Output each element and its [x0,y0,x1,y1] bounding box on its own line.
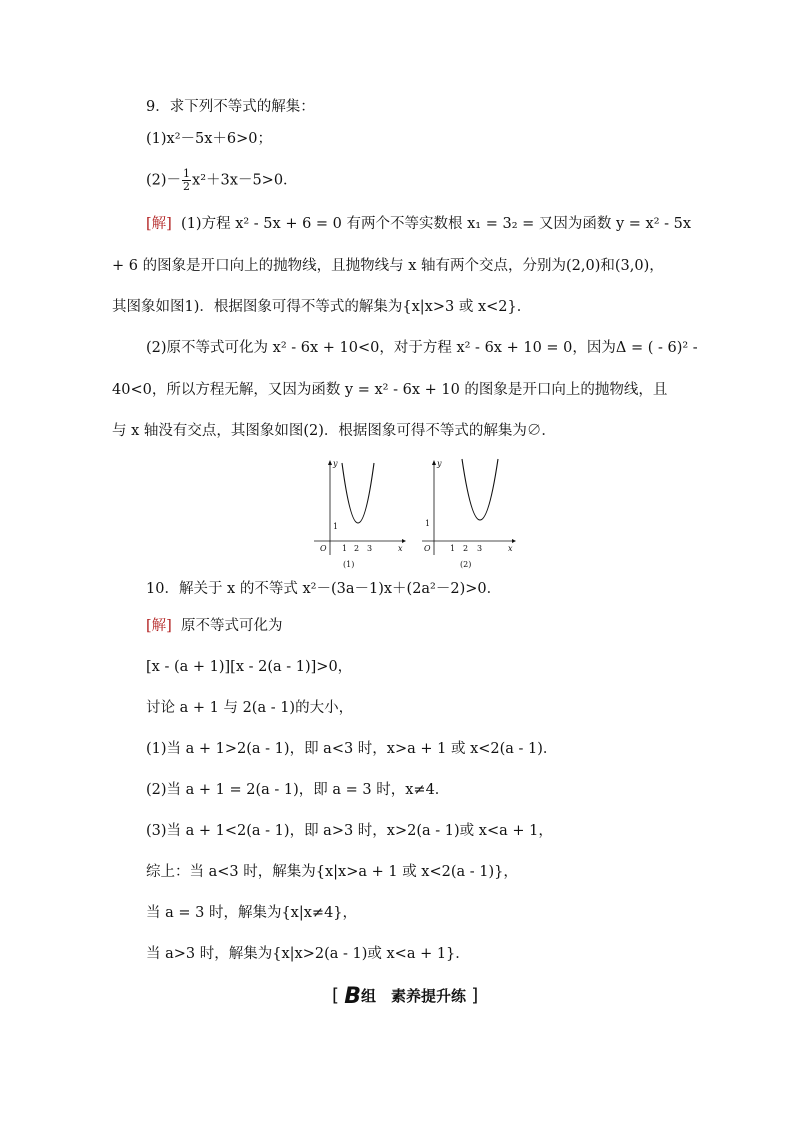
fraction-numerator: 1 [183,167,191,180]
sol9-p1-l1-text: (1)方程 x² - 5x + 6 = 0 有两个不等实数根 x₁ = 3₂ = 又因为函数 y = x² - 5x [181,216,692,232]
sol10-line6: (3)当 a + 1<2(a - 1)，即 a>3 时，x>2(a - 1)或 x<a + 1， [146,823,553,839]
x-axis-arrow-icon [402,539,406,543]
sol9-para1-line2: + 6 的图象是开口向上的抛物线，且抛物线与 x 轴有两个交点，分别为(2,0)和(3,0)， [112,258,664,274]
x-axis-arrow-icon [512,539,516,543]
section-letter: B [344,984,362,1009]
q10-title: 10．解关于 x 的不等式 x²－(3a－1)x＋(2a²－2)>0． [146,581,502,597]
x-tick-label-2: 2 [354,544,360,553]
origin-label: O [320,544,327,553]
y-axis-label: y [437,459,442,468]
sol10-l1-text: 原不等式可化为 [181,618,283,634]
q9-item-2 [146,168,298,193]
x-axis-label: x [508,544,513,553]
sol10-line3: 讨论 a + 1 与 2(a - 1)的大小， [146,700,354,716]
y-axis-label: y [333,459,338,468]
q9-item-2-suffix: x²＋3x－5>0． [192,172,298,189]
figure-caption: (2) [460,560,472,569]
y-tick-label: 1 [333,522,339,531]
x-tick-label-2: 2 [463,544,469,553]
y-tick-label: 1 [425,519,431,528]
x-tick-label-3: 3 [367,544,373,553]
figure-2-graph [420,455,518,570]
sol9-para2-line1: (2)原不等式可化为 x² - 6x + 10<0，对于方程 x² - 6x + 10 = 0，因为Δ = ( - 6)² - [146,340,698,356]
x-axis-label: x [398,544,403,553]
solution-tag: [解] [146,618,172,634]
figure-2 [420,455,518,574]
solution-tag: [解] [146,216,172,232]
sol10-line5: (2)当 a + 1 = 2(a - 1)，即 a = 3 时，x≠4． [146,782,450,798]
section-heading [332,984,478,1009]
sol10-line7: 综上：当 a<3 时，解集为{x|x>a + 1 或 x<2(a - 1)}， [146,864,518,880]
fraction [182,168,191,193]
section-label: 组 素养提升练 [361,987,467,1005]
y-axis-arrow-icon [432,460,436,465]
sol10-line9: 当 a>3 时，解集为{x|x>2(a - 1)或 x<a + 1}． [146,946,470,962]
sol10-line4: (1)当 a + 1>2(a - 1)，即 a<3 时，x>a + 1 或 x<2(a - 1)． [146,741,558,757]
figure-1 [312,455,408,574]
parabola-curve [462,459,498,520]
section-bracket-close: ] [471,985,479,1006]
parabola-curve [342,463,374,523]
figure-caption: (1) [343,560,355,569]
x-tick-label-1: 1 [450,544,456,553]
fraction-denominator: 2 [183,180,191,193]
origin-label: O [424,544,431,553]
x-tick-label-1: 1 [342,544,348,553]
q9-item-1: (1)x²－5x＋6>0； [146,131,273,147]
q9-title: 9．求下列不等式的解集： [146,99,315,115]
figure-1-graph [312,455,408,570]
y-axis-arrow-icon [328,460,332,465]
sol9-para1-line1 [146,214,691,234]
sol10-line1 [146,616,283,636]
sol9-para2-line2: 40<0，所以方程无解，又因为函数 y = x² - 6x + 10 的图象是开口向上的抛物线，且 [112,382,668,398]
sol10-line8: 当 a = 3 时，解集为{x|x≠4}， [146,905,358,921]
q9-item-2-prefix: (2)－ [146,172,182,189]
x-tick-label-3: 3 [477,544,483,553]
section-bracket-open: [ [332,985,340,1006]
sol9-para1-line3: 其图象如图1)．根据图象可得不等式的解集为{x|x>3 或 x<2}． [112,299,532,315]
sol9-para2-line3: 与 x 轴没有交点，其图象如图(2)．根据图象可得不等式的解集为∅． [112,423,556,439]
sol10-line2: [x - (a + 1)][x - 2(a - 1)]>0， [146,659,353,675]
